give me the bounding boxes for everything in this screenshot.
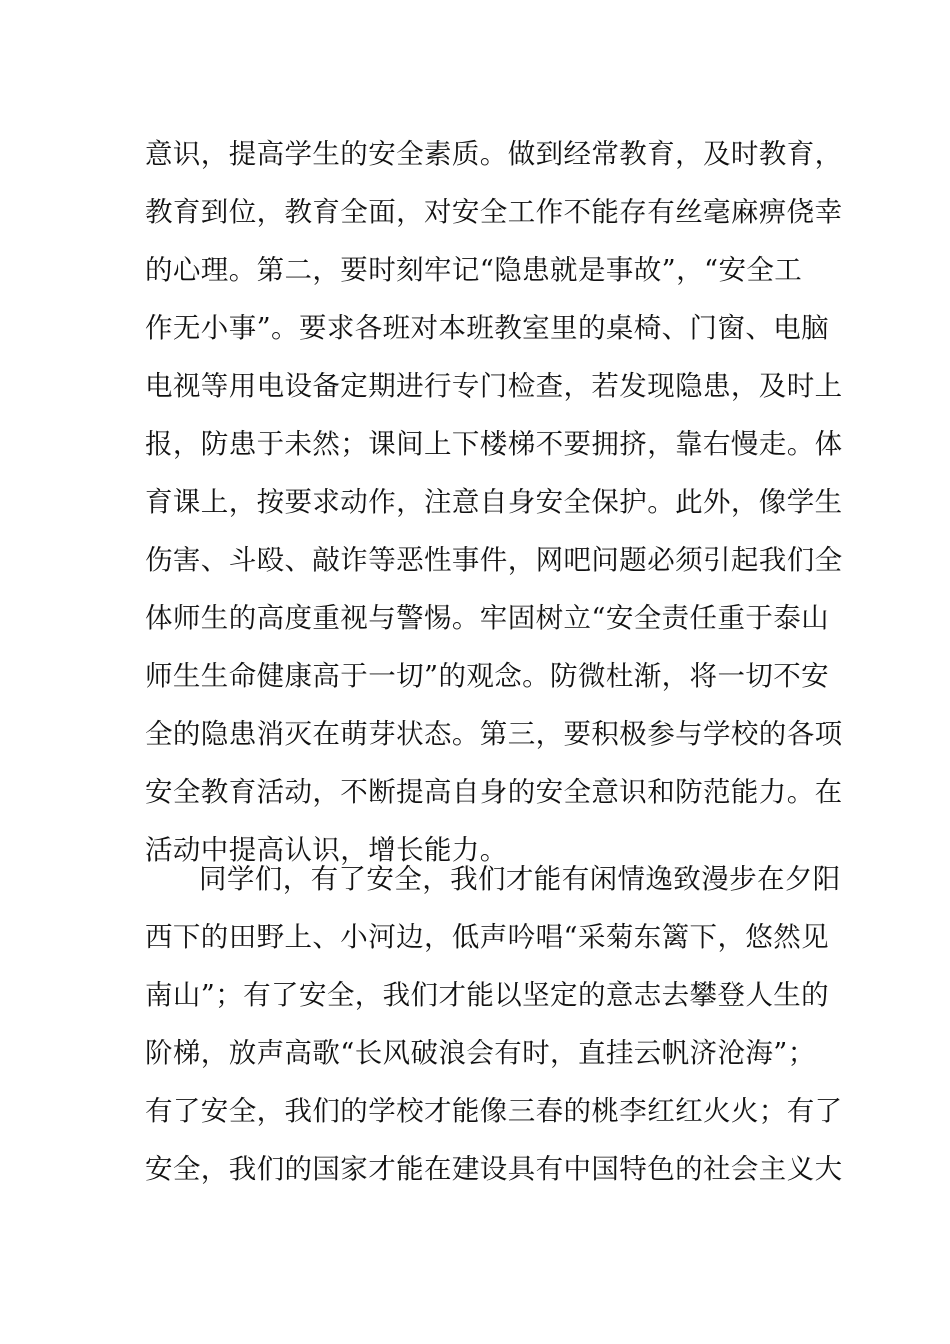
paragraph-line: 伤害、斗殴、敲诈等恶性事件，网吧问题必须引起我们全: [145, 544, 843, 576]
paragraph-line: 育课上，按要求动作，注意自身安全保护。此外，像学生: [145, 486, 843, 518]
paragraph-line: 西下的田野上、小河边，低声吟唱“采菊东篱下，悠然见: [145, 921, 830, 953]
paragraph-line: 安全，我们的国家才能在建设具有中国特色的社会主义大: [145, 1153, 843, 1185]
paragraph-line: 报，防患于未然；课间上下楼梯不要拥挤，靠右慢走。体: [145, 428, 843, 460]
paragraph-line: 师生生命健康高于一切”的观念。防微杜渐，将一切不安: [145, 660, 830, 692]
paragraph-line: 教育到位，教育全面，对安全工作不能存有丝毫麻痹侥幸: [145, 196, 843, 228]
paragraph-line: 全的隐患消灭在萌芽状态。第三，要积极参与学校的各项: [145, 718, 843, 750]
paragraph-classmates: [145, 850, 843, 1198]
paragraph-line: 有了安全，我们的学校才能像三春的桃李红红火火；有了: [145, 1095, 843, 1127]
paragraph-line: 南山”；有了安全，我们才能以坚定的意志去攀登人生的: [145, 979, 830, 1011]
paragraph-line: 安全教育活动，不断提高自身的安全意识和防范能力。在: [145, 776, 843, 808]
paragraph-line: 体师生的高度重视与警惕。牢固树立“安全责任重于泰山: [145, 602, 830, 634]
paragraph-line: 意识，提高学生的安全素质。做到经常教育，及时教育，: [145, 138, 843, 170]
paragraph-line: 阶梯，放声高歌“长风破浪会有时，直挂云帆济沧海”；: [145, 1037, 816, 1069]
paragraph-line: 同学们，有了安全，我们才能有闲情逸致漫步在夕阳: [199, 863, 841, 895]
paragraph-line: 活动中提高认识，增长能力。: [145, 834, 508, 866]
paragraph-line: 电视等用电设备定期进行专门检查，若发现隐患，及时上: [145, 370, 843, 402]
paragraph-line: 的心理。第二，要时刻牢记“隐患就是事故”，“安全工: [145, 254, 803, 286]
paragraph-line: 作无小事”。要求各班对本班教室里的桌椅、门窗、电脑: [145, 312, 830, 344]
